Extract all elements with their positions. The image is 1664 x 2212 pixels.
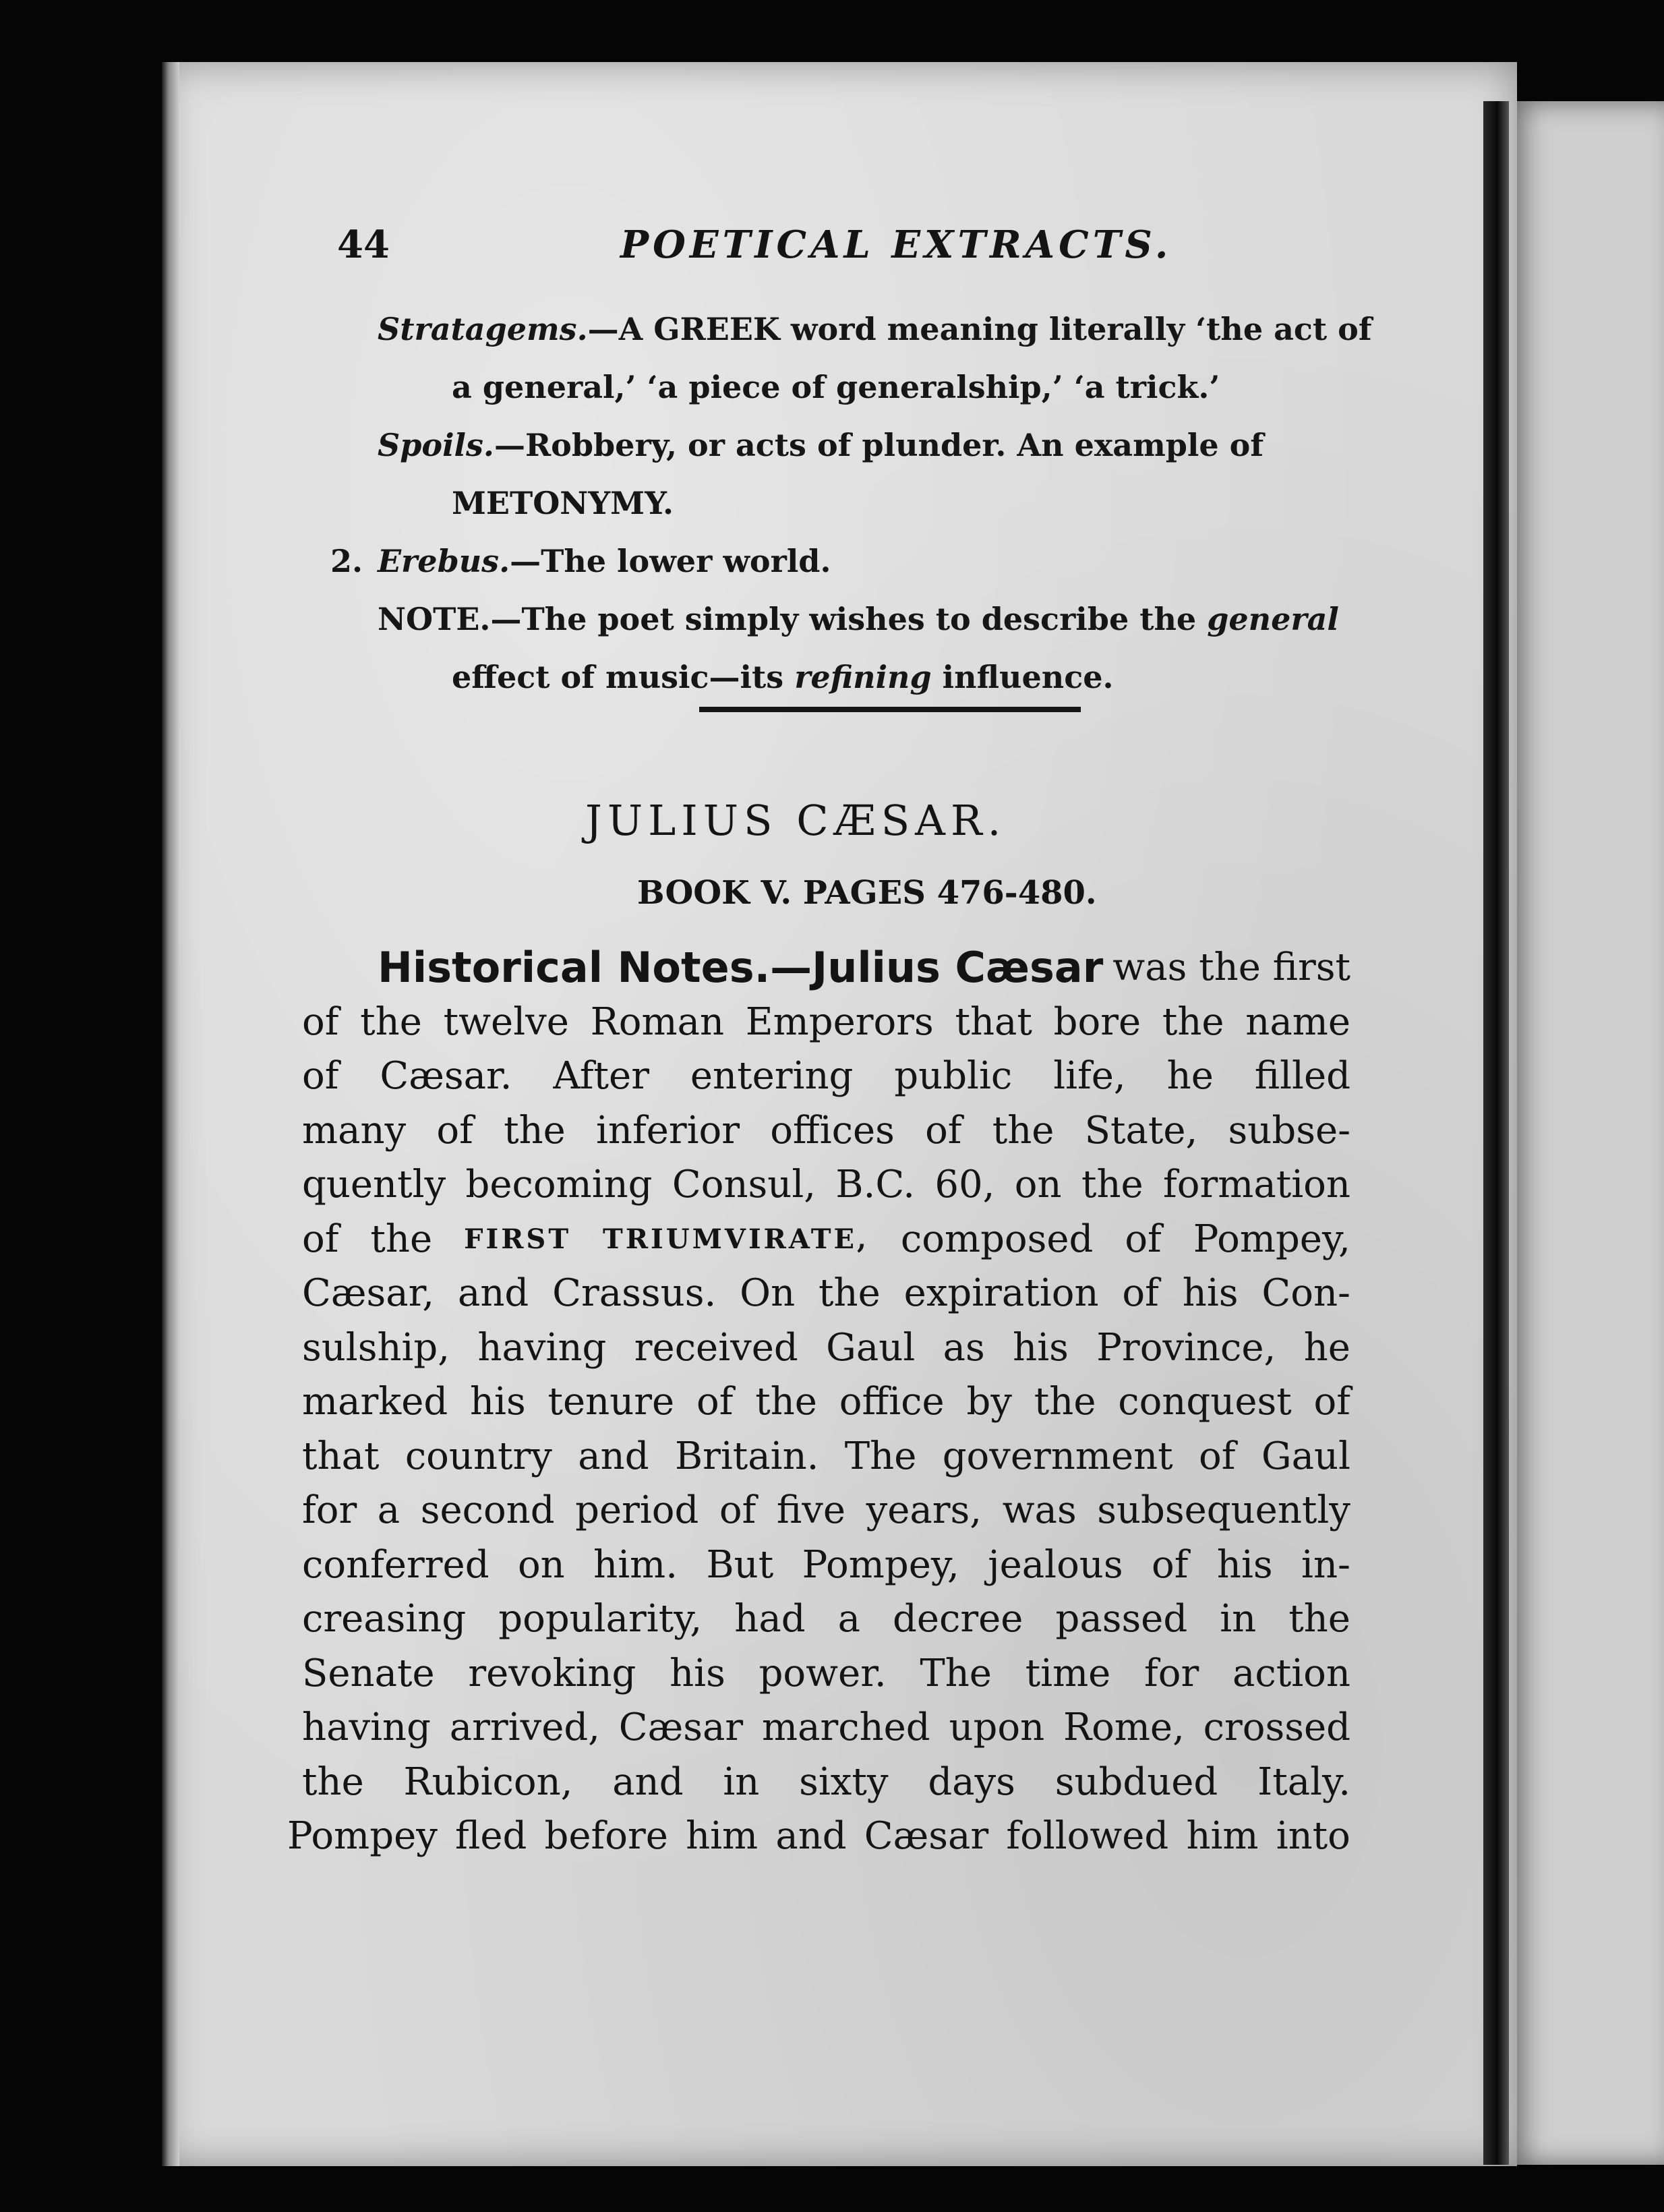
body-word: name [1245, 999, 1350, 1044]
note-term: Spoils. [378, 427, 494, 463]
page-left-edge [162, 62, 179, 2166]
body-word: conquest [1118, 1380, 1292, 1424]
body-word: composed [900, 1217, 1094, 1261]
body-word: and [612, 1759, 684, 1804]
note-stratagems [378, 300, 1375, 358]
body-word: of [719, 1488, 756, 1532]
explanatory-notes [330, 300, 1375, 706]
body-word: power. [759, 1651, 887, 1695]
body-word: fled [455, 1814, 527, 1858]
body-word: popularity, [498, 1597, 703, 1641]
body-word: Crassus. [552, 1271, 717, 1315]
body-word: having [477, 1325, 607, 1370]
body-word: jealous [988, 1542, 1123, 1587]
body-word: on [517, 1542, 565, 1587]
body-word: of [925, 1108, 962, 1153]
body-word: and [457, 1271, 529, 1315]
note-stratagems-cont: a general,’ ‘a piece of generalship,’ ‘a trick.’ [452, 369, 1220, 405]
body-word: sulship, [302, 1325, 450, 1370]
body-word: of [436, 1108, 473, 1153]
body-word: of [1125, 1217, 1162, 1261]
historical-notes [287, 941, 1350, 1864]
page-number: 44 [337, 223, 390, 267]
note-label: NOTE. [378, 601, 491, 637]
body-word: passed [1055, 1597, 1188, 1641]
body-word: Gaul [826, 1325, 916, 1370]
body-line [302, 1375, 1350, 1430]
body-line [302, 1049, 1350, 1104]
body-word: The [844, 1434, 917, 1478]
body-word: becoming [465, 1163, 653, 1206]
body-word: quently [302, 1163, 446, 1206]
body-line [302, 995, 1350, 1050]
body-word: the [302, 1759, 364, 1804]
body-line [302, 1538, 1350, 1593]
note-text: influence. [931, 659, 1114, 695]
body-word: period [575, 1488, 699, 1532]
note-text: effect of music—its [452, 659, 795, 695]
body-word: years, [866, 1488, 982, 1532]
body-word: marched [761, 1706, 930, 1749]
body-word: twelve [443, 999, 569, 1044]
note-text: —The poet simply wishes to describe the [490, 601, 1208, 637]
body-word: many [302, 1108, 407, 1153]
body-word: the [1162, 999, 1224, 1044]
body-word: of [1152, 1542, 1189, 1587]
section-title: JULIUS CÆSAR. [585, 796, 1007, 845]
body-word: followed [1006, 1814, 1169, 1858]
section-divider [699, 707, 1081, 712]
note-emphasis: refining [794, 659, 932, 695]
body-word: offices [770, 1108, 895, 1153]
body-word: creasing [302, 1597, 467, 1641]
body-word: subsequently [1097, 1488, 1350, 1532]
body-word: in- [1301, 1542, 1350, 1587]
body-word: that [302, 1434, 380, 1478]
body-word: had [734, 1597, 806, 1641]
body-word: the [819, 1271, 881, 1315]
body-word: a [377, 1488, 400, 1532]
body-word: into [1276, 1814, 1350, 1858]
body-line [302, 1430, 1350, 1484]
body-word: Province, [1096, 1325, 1276, 1370]
body-word: Pompey [287, 1814, 438, 1858]
body-word: revoking [468, 1651, 636, 1695]
body-word: formation [1163, 1163, 1350, 1206]
body-word: B.C. [835, 1163, 916, 1206]
body-word: of [1199, 1434, 1236, 1478]
body-word: conferred [302, 1542, 489, 1587]
body-word: Emperors [745, 999, 934, 1044]
body-word: Consul, [672, 1163, 816, 1206]
body-word: expiration [903, 1271, 1099, 1315]
body-word: his [1013, 1325, 1069, 1370]
body-word: Cæsar [864, 1814, 989, 1858]
body-line [302, 1267, 1350, 1321]
body-word: for [1144, 1651, 1199, 1695]
body-word: second [420, 1488, 555, 1532]
body-word: Cæsar. [380, 1054, 512, 1098]
body-word: After [553, 1054, 649, 1098]
note-text: —A [587, 311, 654, 347]
body-word: Pompey, [802, 1542, 959, 1587]
body-word: of [696, 1380, 734, 1424]
note-greek: GREEK [653, 311, 780, 347]
note-text: word meaning literally ‘the act of [779, 311, 1372, 347]
body-word: by [966, 1380, 1012, 1424]
note-spoils [378, 416, 1375, 474]
body-word: time [1025, 1651, 1111, 1695]
body-line [287, 1809, 1350, 1864]
body-line [302, 1158, 1350, 1213]
body-word: arrived, [449, 1706, 600, 1749]
body-word: as [943, 1325, 985, 1370]
body-word: Cæsar, [302, 1271, 435, 1315]
body-word: Britain. [674, 1434, 819, 1478]
historical-lead: Historical Notes.—Julius Cæsar [378, 943, 1104, 992]
book-spine-shadow [1483, 101, 1509, 2165]
note-term: Erebus. [378, 543, 510, 579]
body-word: State, [1084, 1108, 1198, 1153]
body-word: life, [1053, 1054, 1126, 1098]
body-word: the [370, 1217, 433, 1261]
body-word: of [302, 999, 339, 1044]
body-word: marked [302, 1380, 448, 1424]
body-word: in [723, 1759, 760, 1804]
body-word: country [405, 1434, 552, 1478]
note-general [378, 590, 1375, 648]
body-word: received [634, 1325, 798, 1370]
body-word: sixty [799, 1759, 889, 1804]
body-word: office [839, 1380, 945, 1424]
body-word: FIRST [464, 1223, 572, 1255]
body-word: the [1288, 1597, 1350, 1641]
body-word: the [360, 999, 422, 1044]
body-word: was [1002, 1488, 1077, 1532]
body-word: tenure [547, 1380, 675, 1424]
body-line [302, 1755, 1350, 1810]
note-term: Stratagems. [378, 311, 588, 347]
facing-page-edge [1509, 101, 1664, 2165]
body-word: his [469, 1380, 526, 1424]
historical-first-line [302, 941, 1350, 995]
body-word: Cæsar [618, 1706, 744, 1749]
body-word: public [894, 1054, 1013, 1098]
body-word: five [776, 1488, 846, 1532]
body-word: subdued [1054, 1759, 1218, 1804]
body-word: of [302, 1054, 339, 1098]
body-word: having [302, 1706, 431, 1749]
body-word: that [955, 999, 1032, 1044]
note-number: 2. [330, 543, 363, 579]
body-word: entering [690, 1054, 854, 1098]
body-line [302, 1213, 1350, 1267]
body-word: On [740, 1271, 796, 1315]
body-word: action [1232, 1651, 1350, 1695]
body-word: him [686, 1814, 759, 1858]
body-word: him. [593, 1542, 678, 1587]
body-word: decree [893, 1597, 1023, 1641]
body-word: he [1303, 1325, 1350, 1370]
body-line [302, 1701, 1350, 1755]
body-line [302, 1321, 1350, 1376]
body-word: he [1166, 1054, 1214, 1098]
body-word: Italy. [1257, 1759, 1350, 1804]
body-word: for [302, 1488, 357, 1532]
note-emphasis: general [1207, 601, 1339, 637]
body-line [302, 1647, 1350, 1701]
section-subtitle: BOOK V. PAGES 476-480. [637, 874, 1097, 912]
body-line [302, 1484, 1350, 1538]
note-general-cont [378, 648, 1375, 706]
note-text: —Robbery, or acts of plunder. An example of [494, 427, 1264, 463]
body-word: in [1220, 1597, 1257, 1641]
body-word: But [706, 1542, 774, 1587]
body-word: Rome, [1063, 1706, 1185, 1749]
body-word: upon [949, 1706, 1045, 1749]
body-word: of [1122, 1271, 1159, 1315]
body-word: his [1216, 1542, 1273, 1587]
body-word: before [544, 1814, 668, 1858]
body-word: crossed [1203, 1706, 1350, 1749]
body-word: the [1081, 1163, 1143, 1206]
body-word: Con- [1261, 1271, 1350, 1315]
body-word: of [1313, 1380, 1350, 1424]
body-word: government [942, 1434, 1173, 1478]
body-word: a [837, 1597, 860, 1641]
body-word: Gaul [1261, 1434, 1350, 1478]
body-word: inferior [595, 1108, 740, 1153]
body-word: Senate [302, 1651, 435, 1695]
body-word: filled [1254, 1054, 1350, 1098]
body-word: Roman [590, 999, 725, 1044]
body-word: the [504, 1108, 566, 1153]
body-word: and [775, 1814, 847, 1858]
historical-body [287, 995, 1350, 1864]
body-word: The [920, 1651, 992, 1695]
body-word: TRIUMVIRATE, [603, 1223, 869, 1255]
body-line [302, 1104, 1350, 1159]
body-word: the [992, 1108, 1054, 1153]
body-word: subse- [1228, 1108, 1350, 1153]
body-word: days [928, 1759, 1015, 1804]
body-word: and [578, 1434, 649, 1478]
note-text: —The lower world. [510, 543, 831, 579]
body-line-text: was the first [1112, 945, 1350, 989]
body-line [302, 1592, 1350, 1647]
body-word: his [1182, 1271, 1239, 1315]
body-word: him [1186, 1814, 1259, 1858]
body-word: the [755, 1380, 817, 1424]
body-word: on [1014, 1163, 1062, 1206]
body-word: 60, [934, 1163, 995, 1206]
note-spoils-cont: METONYMY. [452, 485, 674, 521]
note-erebus [330, 532, 1375, 590]
body-word: his [670, 1651, 725, 1695]
body-word: bore [1053, 999, 1141, 1044]
body-word: of [302, 1217, 339, 1261]
running-title: POETICAL EXTRACTS. [620, 223, 1172, 267]
body-word: Pompey, [1193, 1217, 1350, 1261]
body-word: Rubicon, [403, 1759, 573, 1804]
body-word: the [1034, 1380, 1096, 1424]
